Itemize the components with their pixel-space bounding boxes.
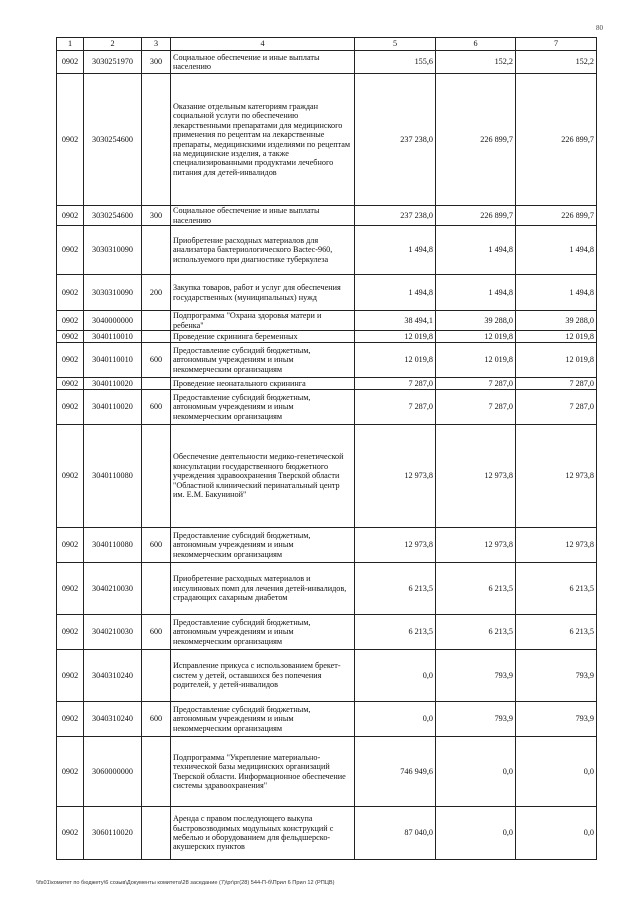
row-amount-3: 7 287,0 (516, 378, 597, 390)
row-amount-3: 0,0 (516, 737, 597, 807)
header-cell: 5 (355, 38, 436, 51)
row-amount-2: 7 287,0 (436, 378, 516, 390)
row-name: Предоставление субсидий бюджетным, автономным учреждениям и иным некоммерческим организациям (171, 702, 355, 737)
row-expense-type (142, 563, 171, 615)
row-section-code: 0902 (57, 563, 84, 615)
row-section-code: 0902 (57, 226, 84, 275)
row-target-code: 3040110020 (84, 378, 142, 390)
row-name: Предоставление субсидий бюджетным, автономным учреждениям и иным некоммерческим организациям (171, 615, 355, 650)
row-expense-type: 600 (142, 615, 171, 650)
row-amount-2: 7 287,0 (436, 390, 516, 425)
row-expense-type: 200 (142, 275, 171, 311)
row-name: Приобретение расходных материалов и инсулиновых помп для лечения детей-инвалидов, страдающих сахарным диабетом (171, 563, 355, 615)
row-amount-3: 0,0 (516, 807, 597, 860)
row-target-code: 3040210030 (84, 615, 142, 650)
row-amount-3: 152,2 (516, 51, 597, 74)
table-row (57, 807, 597, 860)
row-section-code: 0902 (57, 425, 84, 528)
row-name: Исправление прикуса с использованием брекет-систем у детей, оставшихся без попечения родителей, у детей-инвалидов (171, 650, 355, 702)
row-name: Предоставление субсидий бюджетным, автономным учреждениям и иным некоммерческим организациям (171, 390, 355, 425)
row-name: Социальное обеспечение и иные выплаты населению (171, 206, 355, 226)
row-amount-1: 237 238,0 (355, 206, 436, 226)
row-amount-1: 6 213,5 (355, 563, 436, 615)
row-section-code: 0902 (57, 650, 84, 702)
row-expense-type: 600 (142, 390, 171, 425)
row-amount-3: 793,9 (516, 702, 597, 737)
row-target-code: 3030254600 (84, 206, 142, 226)
budget-table (56, 37, 597, 860)
table-row (57, 206, 597, 226)
row-expense-type (142, 425, 171, 528)
row-section-code: 0902 (57, 275, 84, 311)
row-target-code: 3040110010 (84, 331, 142, 343)
table-row (57, 702, 597, 737)
row-section-code: 0902 (57, 615, 84, 650)
row-name: Проведение скрининга беременных (171, 331, 355, 343)
row-amount-1: 12 019,8 (355, 331, 436, 343)
row-expense-type (142, 378, 171, 390)
table-row (57, 343, 597, 378)
row-amount-3: 1 494,8 (516, 226, 597, 275)
row-amount-1: 12 973,8 (355, 528, 436, 563)
table-row (57, 650, 597, 702)
row-expense-type: 300 (142, 51, 171, 74)
row-amount-2: 0,0 (436, 807, 516, 860)
row-amount-2: 12 973,8 (436, 528, 516, 563)
page-number: 80 (596, 24, 603, 32)
row-target-code: 3060000000 (84, 737, 142, 807)
row-amount-2: 0,0 (436, 737, 516, 807)
row-target-code: 3040110080 (84, 425, 142, 528)
row-target-code: 3030310090 (84, 226, 142, 275)
row-section-code: 0902 (57, 737, 84, 807)
row-amount-1: 1 494,8 (355, 226, 436, 275)
row-target-code: 3040110020 (84, 390, 142, 425)
row-amount-3: 6 213,5 (516, 563, 597, 615)
row-amount-2: 39 288,0 (436, 311, 516, 331)
header-cell: 3 (142, 38, 171, 51)
row-amount-3: 12 019,8 (516, 343, 597, 378)
row-name: Социальное обеспечение и иные выплаты населению (171, 51, 355, 74)
row-amount-3: 12 973,8 (516, 425, 597, 528)
row-expense-type: 300 (142, 206, 171, 226)
row-name: Обеспечение деятельности медико-генетической консультации государственного бюджетного учреждения здравоохранения Тверской области "Областной клинический перинатальный центр им. Е.М. Бакуниной" (171, 425, 355, 528)
row-section-code: 0902 (57, 74, 84, 206)
row-section-code: 0902 (57, 51, 84, 74)
row-amount-1: 1 494,8 (355, 275, 436, 311)
row-amount-3: 7 287,0 (516, 390, 597, 425)
row-amount-2: 226 899,7 (436, 206, 516, 226)
header-cell: 1 (57, 38, 84, 51)
row-amount-1: 87 040,0 (355, 807, 436, 860)
row-expense-type (142, 650, 171, 702)
row-section-code: 0902 (57, 807, 84, 860)
row-amount-2: 152,2 (436, 51, 516, 74)
row-expense-type (142, 331, 171, 343)
row-section-code: 0902 (57, 378, 84, 390)
row-amount-1: 12 019,8 (355, 343, 436, 378)
table-row (57, 331, 597, 343)
header-cell: 2 (84, 38, 142, 51)
row-name: Подпрограмма "Укрепление материально-технической базы медицинских организаций Тверской области. Информационное обеспечение системы здравоохранения" (171, 737, 355, 807)
row-amount-1: 155,6 (355, 51, 436, 74)
row-name: Предоставление субсидий бюджетным, автономным учреждениям и иным некоммерческим организациям (171, 343, 355, 378)
row-amount-2: 793,9 (436, 650, 516, 702)
row-amount-2: 12 019,8 (436, 343, 516, 378)
row-name: Предоставление субсидий бюджетным, автономным учреждениям и иным некоммерческим организациям (171, 528, 355, 563)
table-row (57, 737, 597, 807)
row-section-code: 0902 (57, 702, 84, 737)
row-expense-type: 600 (142, 702, 171, 737)
row-expense-type: 600 (142, 528, 171, 563)
row-target-code: 3030254600 (84, 74, 142, 206)
table-row (57, 226, 597, 275)
header-cell: 6 (436, 38, 516, 51)
row-section-code: 0902 (57, 390, 84, 425)
row-amount-1: 0,0 (355, 702, 436, 737)
row-amount-2: 12 973,8 (436, 425, 516, 528)
table-row (57, 563, 597, 615)
row-target-code: 3030251970 (84, 51, 142, 74)
row-amount-2: 226 899,7 (436, 74, 516, 206)
table-row (57, 51, 597, 74)
row-section-code: 0902 (57, 528, 84, 563)
row-name: Закупка товаров, работ и услуг для обеспечения государственных (муниципальных) нужд (171, 275, 355, 311)
row-amount-1: 12 973,8 (355, 425, 436, 528)
row-amount-3: 12 973,8 (516, 528, 597, 563)
row-amount-1: 6 213,5 (355, 615, 436, 650)
row-amount-2: 6 213,5 (436, 563, 516, 615)
table-row (57, 528, 597, 563)
row-expense-type (142, 226, 171, 275)
row-section-code: 0902 (57, 343, 84, 378)
row-target-code: 3040310240 (84, 650, 142, 702)
table-row (57, 425, 597, 528)
table-row (57, 275, 597, 311)
row-amount-3: 39 288,0 (516, 311, 597, 331)
row-amount-3: 1 494,8 (516, 275, 597, 311)
row-amount-2: 793,9 (436, 702, 516, 737)
table-row (57, 311, 597, 331)
row-expense-type (142, 807, 171, 860)
row-target-code: 3040110010 (84, 343, 142, 378)
row-target-code: 3040110080 (84, 528, 142, 563)
row-name: Подпрограмма "Охрана здоровья матери и ребенка" (171, 311, 355, 331)
row-name: Приобретение расходных материалов для анализатора бактериологического Bactec-960, используемого при диагностике туберкулеза (171, 226, 355, 275)
row-amount-3: 6 213,5 (516, 615, 597, 650)
footer-file-path: \\fs01\комитет по бюджету\6 созыв\Документы комитета\28 заседание (7)\рг\рг(28) 544-П-б\Прил 6 Прил 12 (РПЦВ) (36, 880, 335, 886)
row-section-code: 0902 (57, 206, 84, 226)
row-target-code: 3060110020 (84, 807, 142, 860)
row-section-code: 0902 (57, 331, 84, 343)
row-amount-2: 12 019,8 (436, 331, 516, 343)
row-target-code: 3030310090 (84, 275, 142, 311)
row-expense-type (142, 311, 171, 331)
row-amount-2: 1 494,8 (436, 226, 516, 275)
table-row (57, 390, 597, 425)
row-name: Аренда с правом последующего выкупа быстровозводимых модульных конструкций с мебелью и оборудованием для фельдшерско-акушерских пунктов (171, 807, 355, 860)
row-amount-3: 226 899,7 (516, 206, 597, 226)
row-amount-1: 38 494,1 (355, 311, 436, 331)
row-expense-type: 600 (142, 343, 171, 378)
row-amount-1: 7 287,0 (355, 378, 436, 390)
row-expense-type (142, 74, 171, 206)
table-row (57, 378, 597, 390)
row-target-code: 3040210030 (84, 563, 142, 615)
row-amount-1: 0,0 (355, 650, 436, 702)
header-cell: 7 (516, 38, 597, 51)
table-row (57, 615, 597, 650)
row-amount-2: 1 494,8 (436, 275, 516, 311)
row-amount-2: 6 213,5 (436, 615, 516, 650)
table-header-row (57, 38, 597, 51)
row-amount-1: 7 287,0 (355, 390, 436, 425)
row-amount-1: 746 949,6 (355, 737, 436, 807)
row-expense-type (142, 737, 171, 807)
row-section-code: 0902 (57, 311, 84, 331)
row-amount-1: 237 238,0 (355, 74, 436, 206)
row-name: Проведение неонатального скрининга (171, 378, 355, 390)
row-name: Оказание отдельным категориям граждан социальной услуги по обеспечению лекарственными препаратами для медицинского применения по рецептам на лекарственные препараты, медицинскими изделиями по рецептам на медицинские изделия, а также специализированными продуктами лечебного питания для детей-инвалидов (171, 74, 355, 206)
header-cell: 4 (171, 38, 355, 51)
row-target-code: 3040000000 (84, 311, 142, 331)
row-amount-3: 793,9 (516, 650, 597, 702)
table-row (57, 74, 597, 206)
row-amount-3: 226 899,7 (516, 74, 597, 206)
row-amount-3: 12 019,8 (516, 331, 597, 343)
row-target-code: 3040310240 (84, 702, 142, 737)
